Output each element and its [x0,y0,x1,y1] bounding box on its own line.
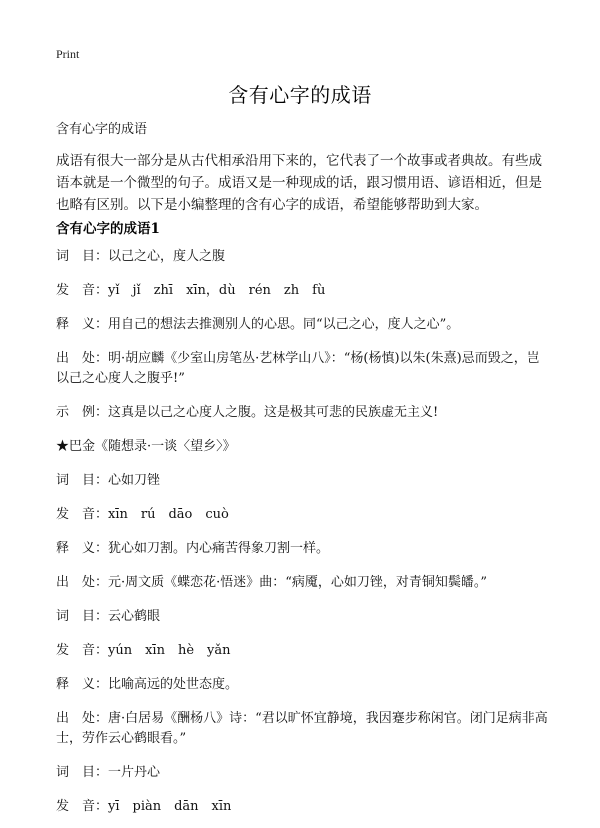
intro-paragraph: 成语有很大一部分是从古代相承沿用下来的，它代表了一个故事或者典故。有些成语本就是一个微型的句子。成语又是一种现成的话，跟习惯用语、谚语相近，但是也略有区别。以下是小编整理的含有心字的成语，希望能够帮助到大家。 [56,153,542,213]
section-heading: 含有心字的成语1 [56,221,160,237]
entry-pronunciation: 发 音：yǐ jǐ zhī xīn，dù rén zh fù [56,283,326,298]
idiom-entries [56,247,548,817]
entry-source: 出 处：唐·白居易《酬杨八》诗：“君以旷怀宜静境，我因蹇步称闲官。闭门足病非高士，劳作云心鹤眼看。” [56,711,548,746]
entry-pronunciation: 发 音：xīn rú dāo cuò [56,507,229,522]
entry-example: 示 例：这真是以己之心度人之腹。这是极其可悲的民族虚无主义! [56,405,439,420]
print-link[interactable]: Print [56,47,80,61]
entry-meaning: 释 义：比喻高远的处世态度。 [56,677,239,692]
entry-term: 词 目：心如刀锉 [56,473,161,488]
entry-example-source: ★巴金《随想录·一谈〈望乡〉》 [56,439,236,454]
entry-meaning: 释 义：犹心如刀割。内心痛苦得象刀割一样。 [56,541,330,556]
entry-pronunciation: 发 音：yī piàn dān xīn [56,799,232,814]
entry-term: 词 目：一片丹心 [56,765,161,780]
entry-term: 词 目：云心鹤眼 [56,609,161,624]
entry-pronunciation: 发 音：yún xīn hè yǎn [56,643,231,658]
entry-source: 出 处：明·胡应麟《少室山房笔丛·艺林学山八》：“杨(杨慎)以朱(朱熹)忌而毁之，岂以己之心度人之腹乎!” [56,351,540,386]
document-title: 含有心字的成语 [228,83,372,107]
document-subtitle: 含有心字的成语 [56,122,148,137]
entry-source: 出 处：元·周文质《蝶恋花·悟迷》曲：“病魇，心如刀锉，对青铜知鬓皤。” [56,575,488,590]
entry-term: 词 目：以己之心，度人之腹 [56,249,226,264]
entry-meaning: 释 义：用自己的想法去推测别人的心思。同“以己之心，度人之心”。 [56,317,460,332]
